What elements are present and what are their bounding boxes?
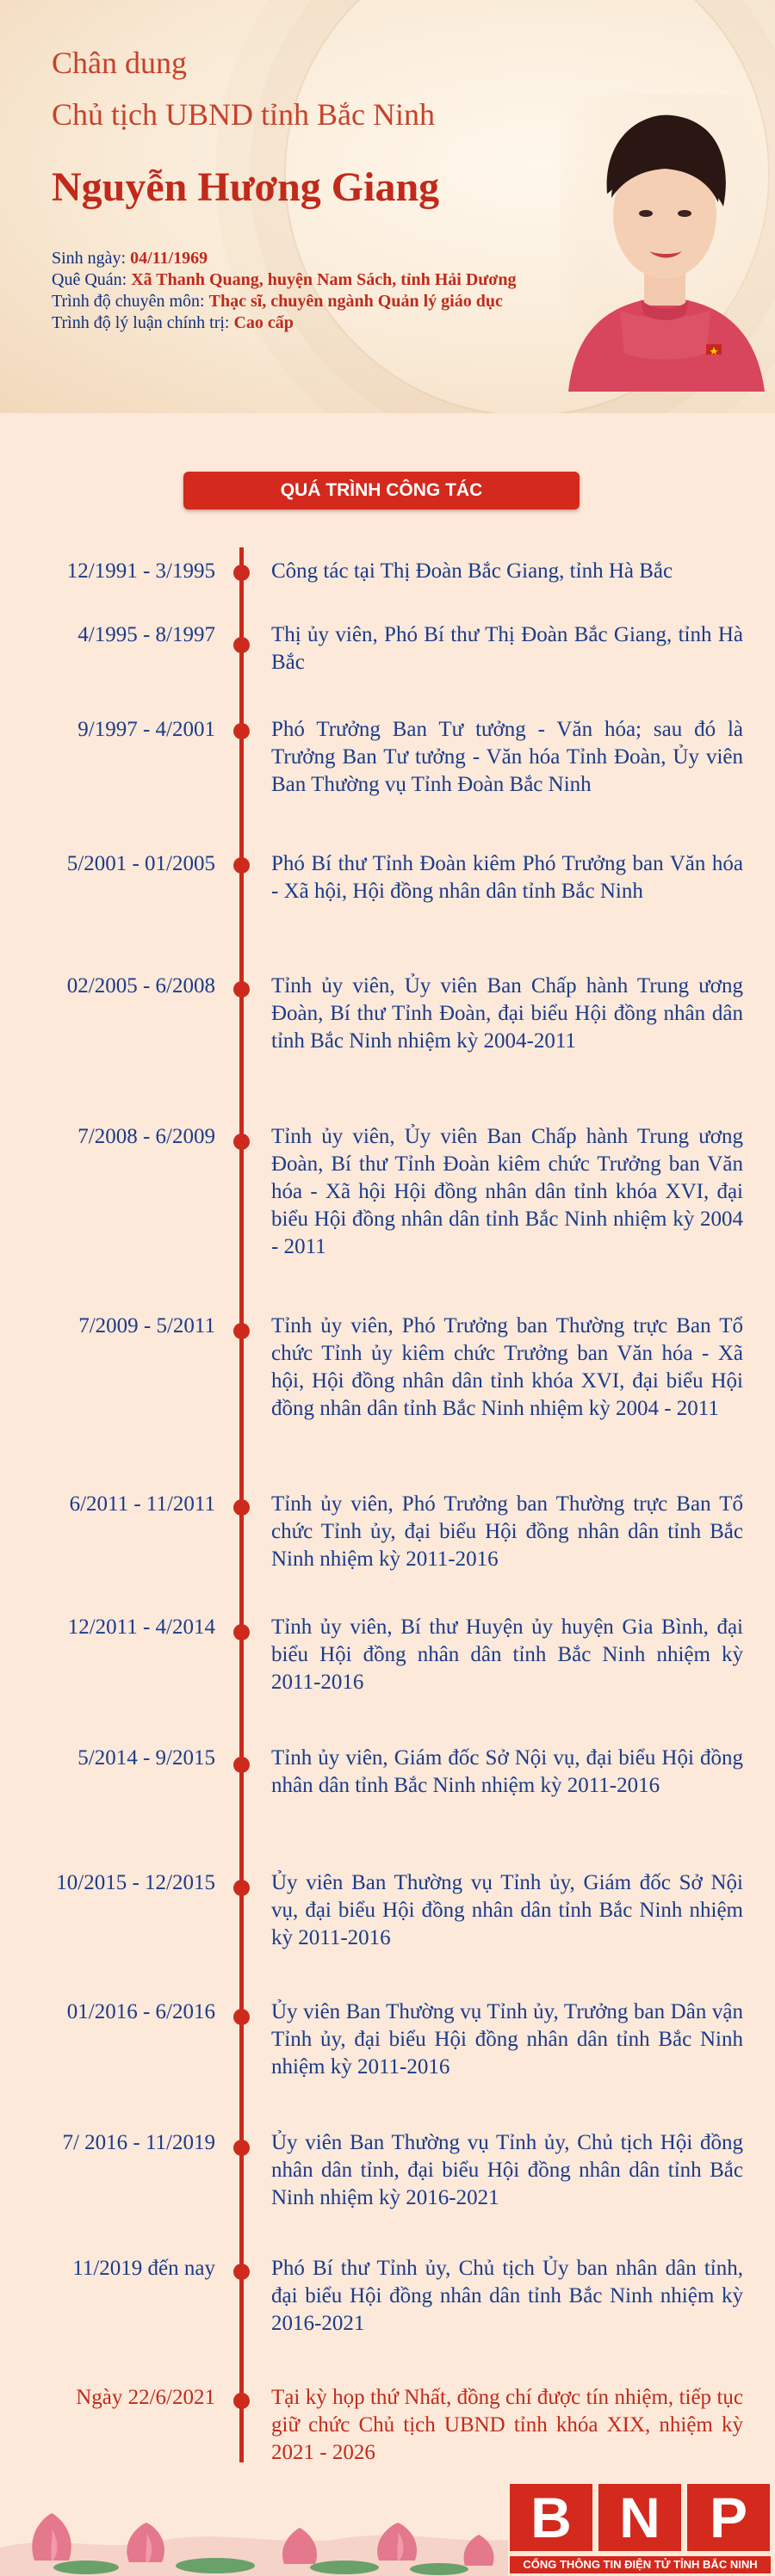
info-political-theory: Trình độ lý luận chính trị: Cao cấp [52, 313, 294, 332]
timeline-dot [233, 1134, 250, 1150]
timeline-description: Phó Trưởng Ban Tư tưởng - Văn hóa; sau đó là Trưởng Ban Tư tưởng - Văn hóa Tỉnh Đoàn, Ủy viên Ban Thường vụ Tỉnh Đoàn Bắc Ninh [271, 718, 743, 796]
timeline-description: Phó Bí thư Tỉnh Đoàn kiêm Phó Trưởng ban Văn hóa - Xã hội, Hội đồng nhân dân tỉnh Bắc Ninh [271, 852, 743, 903]
timeline-description: Tại kỳ họp thứ Nhất, đồng chí được tín nhiệm, tiếp tục giữ chức Chủ tịch UBND tỉnh khóa XIX, nhiệm kỳ 2021 - 2026 [271, 2386, 743, 2464]
timeline-description: Ủy viên Ban Thường vụ Tỉnh ủy, Giám đốc Sở Nội vụ, đại biểu Hội đồng nhân dân tỉnh Bắc Ninh nhiệm kỳ 2011-2016 [271, 1871, 743, 1949]
timeline-dot [233, 1757, 250, 1773]
timeline-date: 12/1991 - 3/1995 [66, 559, 215, 583]
logo-tagline: CỔNG THÔNG TIN ĐIỆN TỬ TỈNH BẮC NINH [510, 2556, 771, 2573]
timeline-dot [233, 857, 250, 874]
timeline-dot [233, 981, 250, 998]
info-value: Xã Thanh Quang, huyện Nam Sách, tỉnh Hải Dương [131, 270, 517, 289]
timeline-description: Tỉnh ủy viên, Phó Trưởng ban Thường trực Ban Tổ chức Tỉnh ủy kiêm chức Trưởng ban Văn hóa - Xã hội, Hội đồng nhân dân tỉnh khóa XVI, đại biểu Hội đồng nhân dân tỉnh Bắc Ninh nhiệm kỳ 2004 - 2011 [271, 1314, 743, 1420]
timeline-dot [233, 723, 250, 739]
timeline-date: 5/2014 - 9/2015 [78, 1746, 215, 1770]
timeline-date: 10/2015 - 12/2015 [56, 1871, 215, 1894]
timeline-dot [233, 1499, 250, 1516]
timeline-dot [233, 2393, 250, 2409]
timeline-date: 7/ 2016 - 11/2019 [62, 2131, 215, 2154]
timeline-dot [233, 637, 250, 653]
timeline-description: Tỉnh ủy viên, Bí thư Huyện ủy huyện Gia Bình, đại biểu Hội đồng nhân dân tỉnh Bắc Ninh nhiệm kỳ 2011-2016 [271, 1615, 743, 1694]
info-value: Cao cấp [233, 313, 294, 332]
timeline-date: Ngày 22/6/2021 [76, 2386, 215, 2409]
timeline-dot [233, 1624, 250, 1640]
timeline-description: Thị ủy viên, Phó Bí thư Thị Đoàn Bắc Giang, tỉnh Hà Bắc [271, 623, 743, 674]
logo-letter-p: P [687, 2484, 770, 2551]
logo-letter-b: B [510, 2484, 592, 2551]
timeline-date: 11/2019 đến nay [72, 2257, 215, 2280]
timeline-dot [233, 1323, 250, 1339]
header-subtitle: Chủ tịch UBND tỉnh Bắc Ninh [52, 97, 435, 132]
logo-letter-n: N [598, 2484, 681, 2551]
timeline-dot [233, 1880, 250, 1896]
timeline-dot [233, 2140, 250, 2156]
timeline-description: Tỉnh ủy viên, Ủy viên Ban Chấp hành Trung ương Đoàn, Bí thư Tỉnh Đoàn, đại biểu Hội đồng nhân dân tỉnh Bắc Ninh nhiệm kỳ 2004-2011 [271, 974, 743, 1053]
timeline-title: QUÁ TRÌNH CÔNG TÁC [280, 480, 483, 500]
timeline-description: Ủy viên Ban Thường vụ Tỉnh ủy, Chủ tịch Hội đồng nhân dân tỉnh, đại biểu Hội đồng nhân dân tỉnh Bắc Ninh nhiệm kỳ 2016-2021 [271, 2131, 743, 2209]
info-value: Thạc sĩ, chuyên ngành Quản lý giáo dục [208, 292, 503, 311]
profile-header [0, 0, 775, 413]
timeline-dot [233, 2009, 250, 2025]
timeline-description: Tỉnh ủy viên, Phó Trưởng ban Thường trực Ban Tổ chức Tỉnh ủy, đại biểu Hội đồng nhân dân tỉnh Bắc Ninh nhiệm kỳ 2011-2016 [271, 1492, 743, 1571]
timeline-date: 7/2008 - 6/2009 [78, 1125, 215, 1148]
timeline-description: Tỉnh ủy viên, Ủy viên Ban Chấp hành Trung ương Đoàn, Bí thư Tỉnh Đoàn kiêm chức Trưởng ban Văn hóa - Xã hội Hội đồng nhân dân tỉnh khóa XVI, đại biểu Hội đồng nhân dân tỉnh Bắc Ninh nhiệm kỳ 2004 - 2011 [271, 1125, 743, 1258]
timeline-description: Phó Bí thư Tỉnh ủy, Chủ tịch Ủy ban nhân dân tỉnh, đại biểu Hội đồng nhân dân tỉnh Bắc Ninh nhiệm kỳ 2016-2021 [271, 2257, 743, 2335]
timeline-date: 9/1997 - 4/2001 [78, 718, 215, 741]
portrait-image [560, 95, 771, 392]
header-kicker: Chân dung [52, 46, 187, 80]
info-birthdate: Sinh ngày: 04/11/1969 [52, 249, 208, 268]
info-education: Trình độ chuyên môn: Thạc sĩ, chuyên ngành Quản lý giáo dục [52, 292, 503, 311]
info-hometown: Quê Quán: Xã Thanh Quang, huyện Nam Sách, tỉnh Hải Dương [52, 270, 517, 289]
timeline-date: 12/2011 - 4/2014 [67, 1615, 215, 1639]
timeline-date: 5/2001 - 01/2005 [66, 852, 215, 875]
timeline-date: 01/2016 - 6/2016 [66, 2000, 215, 2023]
bnp-logo [510, 2484, 771, 2573]
timeline-dot [233, 565, 250, 581]
person-name: Nguyễn Hương Giang [52, 164, 440, 210]
profile-info [52, 248, 517, 334]
info-value: 04/11/1969 [130, 249, 208, 268]
timeline-dot [233, 2264, 250, 2280]
timeline-date: 6/2011 - 11/2011 [69, 1492, 215, 1516]
timeline-description: Công tác tại Thị Đoàn Bắc Giang, tỉnh Hà Bắc [271, 559, 673, 583]
timeline-description: Tỉnh ủy viên, Giám đốc Sở Nội vụ, đại biểu Hội đồng nhân dân tỉnh Bắc Ninh nhiệm kỳ 2011-2016 [271, 1746, 743, 1797]
timeline-date: 4/1995 - 8/1997 [78, 623, 215, 646]
timeline-header [183, 472, 580, 510]
timeline-description: Ủy viên Ban Thường vụ Tỉnh ủy, Trưởng ban Dân vận Tỉnh ủy, đại biểu Hội đồng nhân dân tỉnh Bắc Ninh nhiệm kỳ 2011-2016 [271, 2000, 743, 2079]
timeline-date: 02/2005 - 6/2008 [66, 974, 215, 998]
timeline-date: 7/2009 - 5/2011 [78, 1314, 215, 1337]
